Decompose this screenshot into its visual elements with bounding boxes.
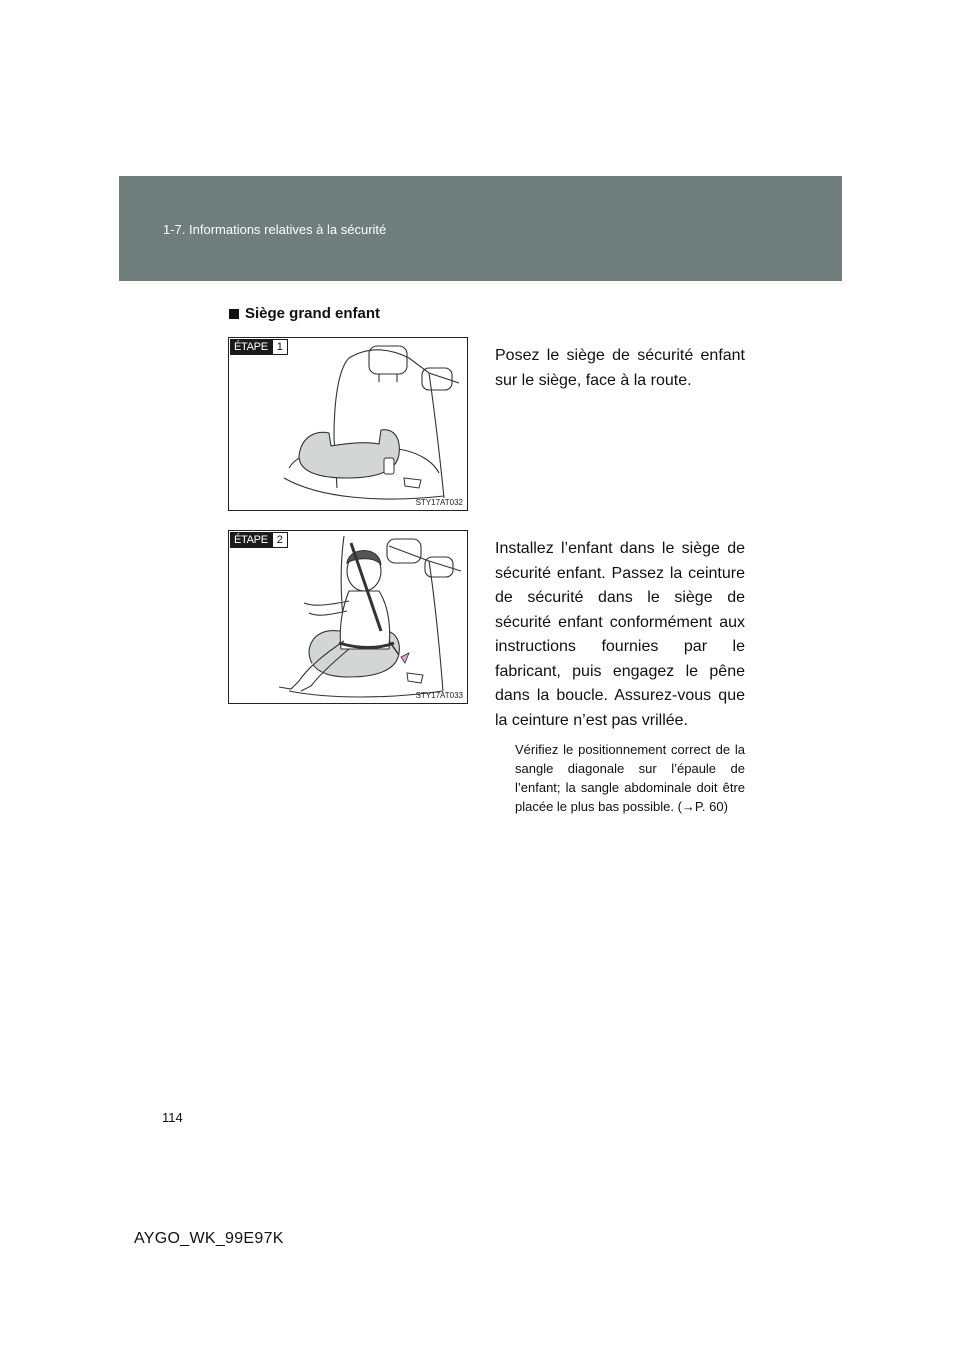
step-badge-1 — [230, 339, 288, 355]
step-badge-number: 1 — [272, 339, 288, 355]
page-number: 114 — [162, 1110, 183, 1125]
step-badge-label: ÉTAPE — [230, 532, 272, 548]
figure-step-2 — [228, 530, 468, 704]
note-text: Vérifiez le positionnement correct de la sangle diagonale sur l’épaule de l’enfant; la sangle abdominale doit être placée le plus bas possible. (→P. 60) — [515, 742, 745, 814]
step-badge-2 — [230, 532, 288, 548]
section-header: 1-7. Informations relatives à la sécurité — [163, 222, 387, 237]
step-1-text: Posez le siège de sécurité enfant sur le siège, face à la route. — [495, 347, 745, 389]
step-2-text: Installez l’enfant dans le siège de sécurité enfant. Passez la ceinture de sécurité dans le siège de sécurité enfant conformément aux instructions fournies par le fabricant, puis engagez le pêne dans la boucle. Assurez-vous que la ceinture n’est pas vrillée. — [495, 540, 745, 729]
section-title-text: Siège grand enfant — [245, 305, 381, 322]
document-code: AYGO_WK_99E97K — [134, 1230, 284, 1247]
step-badge-label: ÉTAPE — [230, 339, 272, 355]
figure-code: STY17AT033 — [415, 691, 463, 700]
header-band — [119, 176, 842, 281]
figure-step-1 — [228, 337, 468, 511]
square-bullet-icon — [229, 309, 239, 319]
child-in-booster-illustration — [229, 531, 468, 704]
step-badge-number: 2 — [272, 532, 288, 548]
figure-code: STY17AT032 — [415, 498, 463, 507]
section-title — [229, 305, 380, 322]
booster-seat-illustration — [229, 338, 468, 511]
